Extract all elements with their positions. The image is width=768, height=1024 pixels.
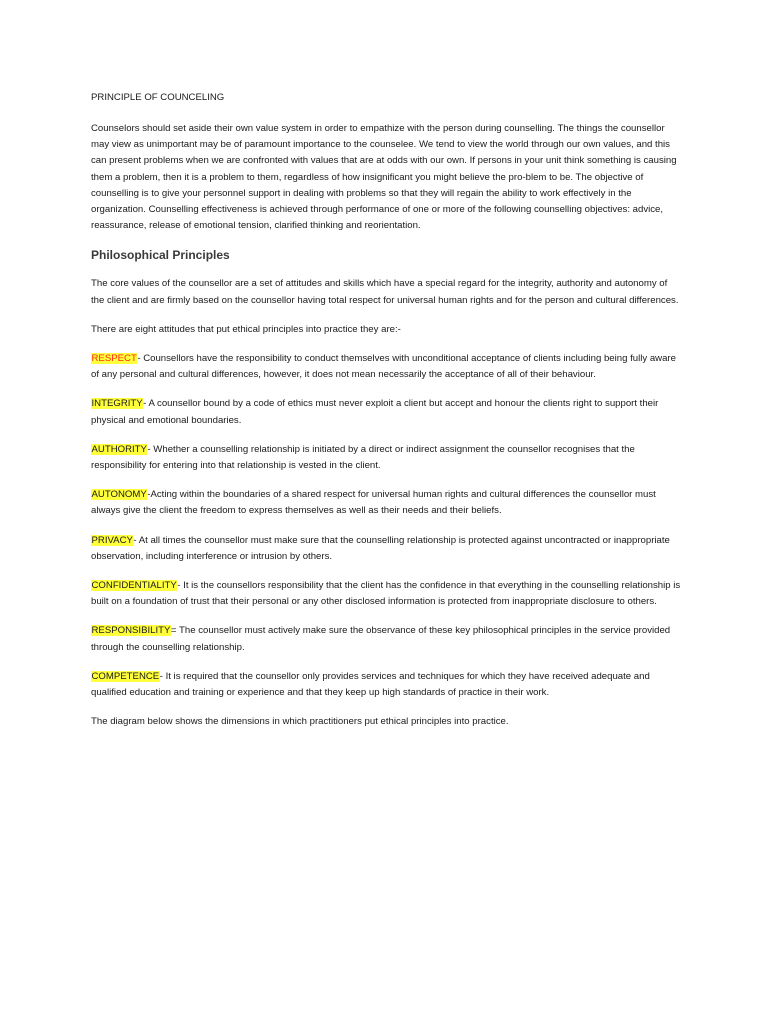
- term-respect: RESPECT: [91, 353, 137, 365]
- principle-respect-text: - Counsellors have the responsibility to conduct themselves with unconditional acceptance of clients including being fully aware of any personal and cultural differences, however, it does not mean necessarily the acceptance of all of their behaviour.: [91, 353, 676, 381]
- principle-autonomy-text: -Acting within the boundaries of a shared respect for universal human rights and cultural differences the counsellor must always give the client the freedom to express themselves as well as their needs and their beliefs.: [91, 489, 656, 517]
- term-competence: COMPETENCE: [91, 670, 160, 682]
- principle-confidentiality-text: - It is the counsellors responsibility that the client has the confidence in that everything in the counselling relationship is built on a foundation of trust that their personal or any other disclosed information is protected from inappropriate disclosure to others.: [91, 580, 681, 608]
- core-values-paragraph: The core values of the counsellor are a set of attitudes and skills which have a special regard for the integrity, authority and autonomy of the client and are firmly based on the counsellor having total respect for universal human rights and for the person and cultural differences.: [91, 278, 679, 306]
- principle-integrity-text: - A counsellor bound by a code of ethics must never exploit a client but accept and honour the clients right to support their physical and emotional boundaries.: [91, 398, 659, 426]
- principle-integrity: [91, 396, 681, 428]
- principle-respect: [91, 351, 681, 383]
- principle-autonomy: [91, 487, 681, 519]
- term-integrity: INTEGRITY: [91, 398, 143, 410]
- principle-privacy: [91, 533, 681, 565]
- term-responsibility: RESPONSIBILITY: [91, 625, 171, 637]
- intro-paragraph: Counselors should set aside their own value system in order to empathize with the person during counselling. The things the counsellor may view as unimportant may be of paramount importance to the counselee. We tend to view the world through our own values, and this can present problems when we are confronted with values that are at odds with our own. If persons in your unit think something is causing them a problem, then it is a problem to them, regardless of how insignificant you might believe the pro-blem to be. The objective of counselling is to give your personnel support in dealing with problems so that they will regain the ability to work effectively in the organization. Counselling effectiveness is achieved through performance of one or more of the following counselling objectives: advice, reassurance, release of emotional tension, clarified thinking and reorientation.: [91, 123, 677, 232]
- closing-paragraph: The diagram below shows the dimensions in which practitioners put ethical principles into practice.: [91, 716, 509, 728]
- principle-competence: [91, 669, 681, 701]
- term-autonomy: AUTONOMY: [91, 489, 147, 501]
- principle-responsibility-text: = The counsellor must actively make sure the observance of these key philosophical principles in the service provided through the counselling relationship.: [91, 625, 671, 653]
- principle-authority-text: - Whether a counselling relationship is initiated by a direct or indirect assignment the counsellor recognises that the responsibility for entering into that relationship is vested in the client.: [91, 443, 635, 472]
- document-page: [91, 90, 681, 743]
- principle-authority: [91, 442, 681, 474]
- term-privacy: PRIVACY: [91, 534, 133, 546]
- principle-privacy-text: - At all times the counsellor must make sure that the counselling relationship is protected against uncontracted or inappropriate observation, including interference or intrusion by others.: [91, 534, 670, 562]
- term-confidentiality: CONFIDENTIALITY: [91, 580, 177, 592]
- eight-attitudes-paragraph: There are eight attitudes that put ethical principles into practice they are:-: [91, 323, 401, 335]
- document-title: PRINCIPLE OF COUNCELING: [91, 92, 225, 103]
- principle-responsibility: [91, 623, 681, 655]
- principle-confidentiality: [91, 578, 681, 610]
- principle-competence-text: - It is required that the counsellor only provides services and techniques for which they have received adequate and qualified education and training or experience and that they keep up high standards of practice in their work.: [91, 670, 650, 699]
- section-heading-philosophical-principles: Philosophical Principles: [91, 248, 230, 263]
- term-authority: AUTHORITY: [91, 443, 147, 455]
